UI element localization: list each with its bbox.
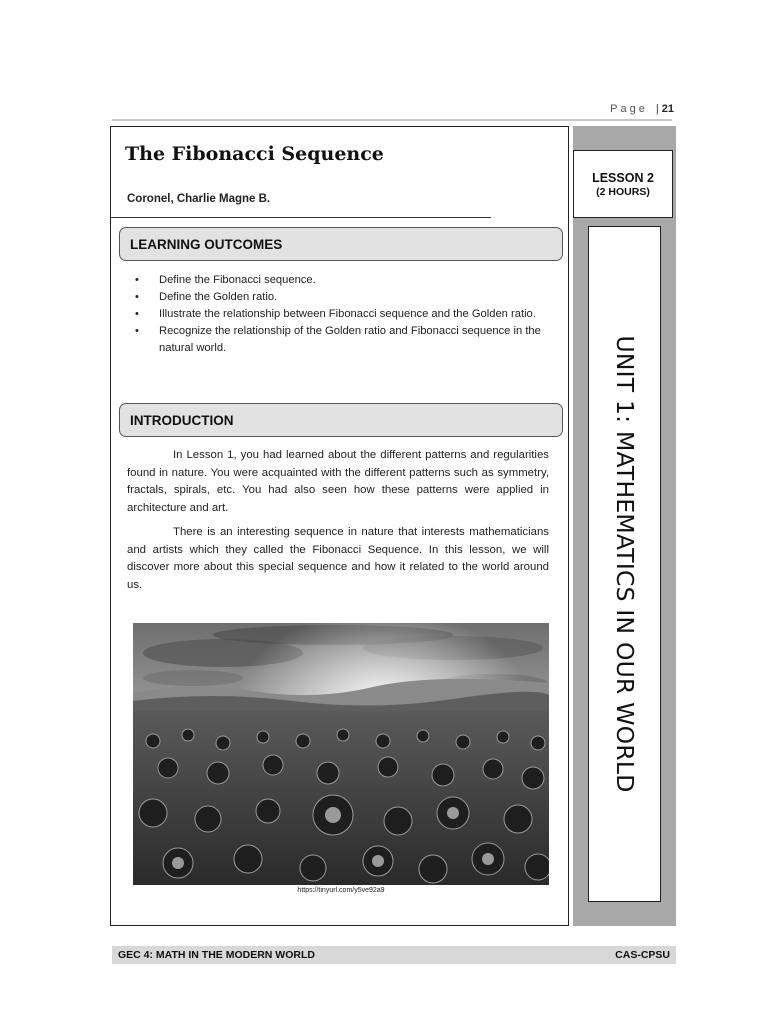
page-footer [112,946,676,964]
page-number: 21 [661,103,674,115]
list-item: • Define the Golden ratio. [131,289,549,306]
introduction-heading: INTRODUCTION [119,403,563,437]
image-credit-url: https://tinyurl.com/y5ve92a9 [297,887,385,894]
unit-title: UNIT 1: MATHEMATICS IN OUR WORLD [610,335,639,793]
introduction-paragraph: In Lesson 1, you had learned about the different patterns and regularities found in nature. You were acquainted with the different patterns such as symmetry, fractals, spirals, etc. You had also seen how these patterns were applied in architecture and art. [127,449,549,514]
introduction-paragraph: There is an interesting sequence in nature that interests mathematicians and artists which they called the Fibonacci Sequence. In this lesson, we will discover more about this special sequence and how it related to the world around us. [127,526,549,591]
list-item: • Illustrate the relationship between Fibonacci sequence and the Golden ratio. [131,306,549,323]
lesson-duration: (2 HOURS) [596,185,650,198]
lesson-label: LESSON 2 [592,170,654,185]
page-separator: | [655,103,662,115]
unit-box [588,226,661,902]
list-item: • Define the Fibonacci sequence. [131,272,549,289]
footer-institution: CAS-CPSU [615,949,670,961]
document-author: Coronel, Charlie Magne B. [127,193,271,205]
footer-course: GEC 4: MATH IN THE MODERN WORLD [118,949,315,961]
learning-outcomes-heading: LEARNING OUTCOMES [119,227,563,261]
header-rule [112,119,672,121]
document-title: The Fibonacci Sequence [125,143,384,165]
list-item: • Recognize the relationship of the Golden ratio and Fibonacci sequence in the natural world. [131,323,549,357]
main-content-box [110,126,569,926]
page-label: Page [610,103,648,115]
title-rule [111,217,491,218]
lesson-box [573,150,673,218]
learning-outcomes-list [131,272,549,357]
sunflower-field-image [133,623,549,885]
page-number-header [610,103,674,115]
